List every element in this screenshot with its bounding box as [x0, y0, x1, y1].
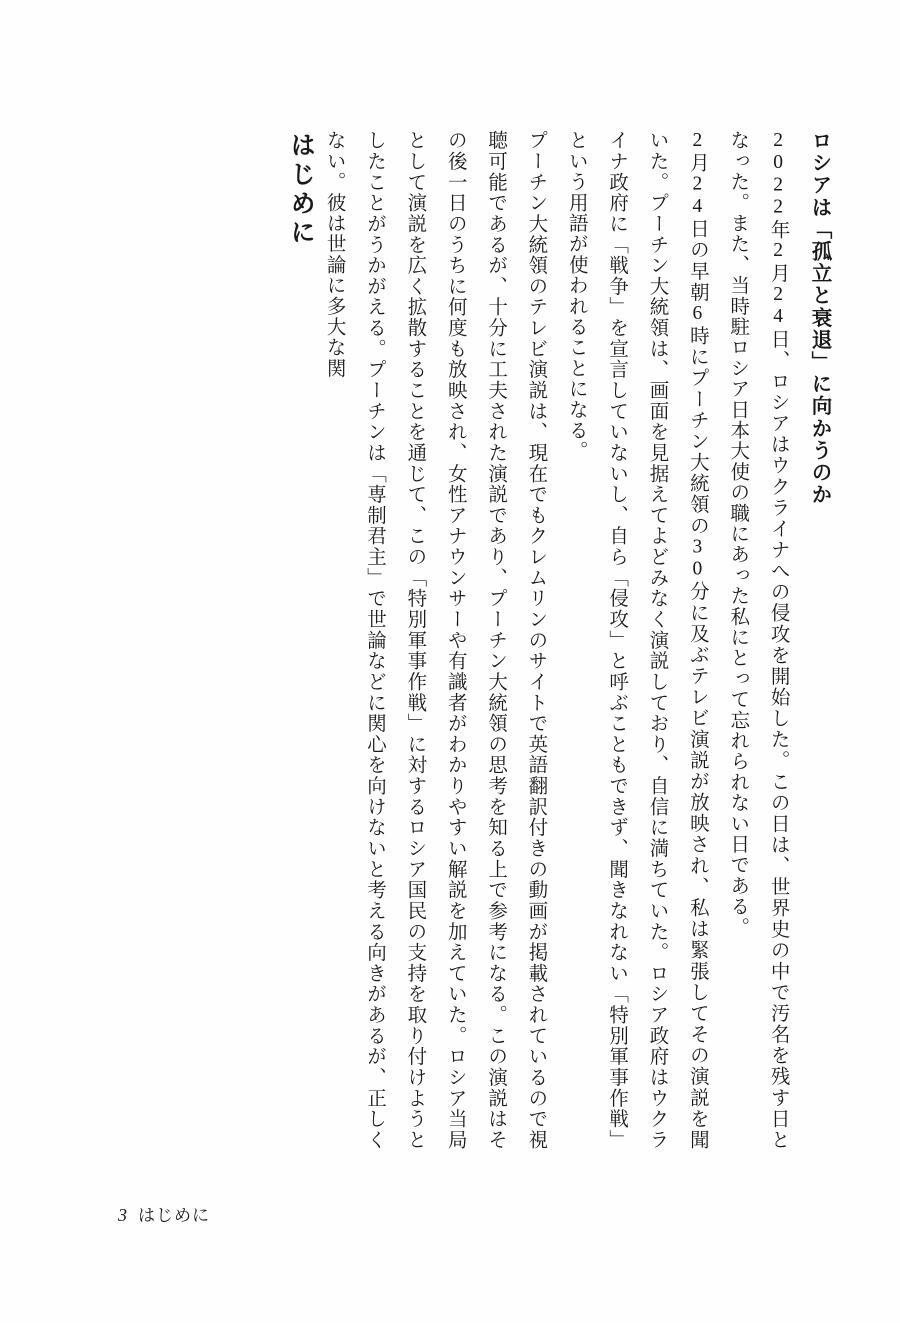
page-number: 3: [118, 1205, 128, 1225]
chapter-heading: はじめに: [287, 132, 315, 248]
paragraph-3: プーチン大統領のテレビ演説は、現在でもクレムリンのサイトで英語翻訳付きの動画が掲載されているので視聴可能であるが、十分に工夫された演説であり、プーチン大統領の思考を知る上で参考になる。この演説はその後一日のうちに何度も放映され、女性アナウンサーや有識者がわかりやすい解説を加えていた。ロシア当局として演説を広く拡散することを通じて、この「特別軍事作戦」に対するロシア国民の支持を取り付けようとしたことがうかがえる。プーチンは「専制君主」で世論などに関心を向けないと考える向きがあるが、正しくない。彼は世論に多大な関: [323, 130, 547, 1150]
paragraph-2: 2月24日の早朝6時にプーチン大統領の30分に及ぶテレビ演説が放映され、私は緊張してその演説を聞いた。プーチン大統領は、画面を見据えてよどみなく演説しており、自信に満ちていた。ロシア政府はウクライナ政府に「戦争」を宣言していないし、自ら「侵攻」と呼ぶこともできず、聞きなれない「特別軍事作戦」という用語が使われることになる。: [565, 130, 708, 1150]
vertical-text-area: [246, 130, 840, 1160]
section-heading: ロシアは「孤立と衰退」に向かうのか: [808, 130, 830, 506]
running-head: はじめに: [138, 1206, 210, 1225]
page-footer: [118, 1201, 210, 1226]
paragraph-1: 2022年2月24日、ロシアはウクライナへの侵攻を開始した。この日は、世界史の中で汚名を残す日となった。また、当時駐ロシア日本大使の職にあった私にとって忘れられない日である。: [727, 130, 789, 1150]
body-text-block: [313, 130, 840, 1150]
